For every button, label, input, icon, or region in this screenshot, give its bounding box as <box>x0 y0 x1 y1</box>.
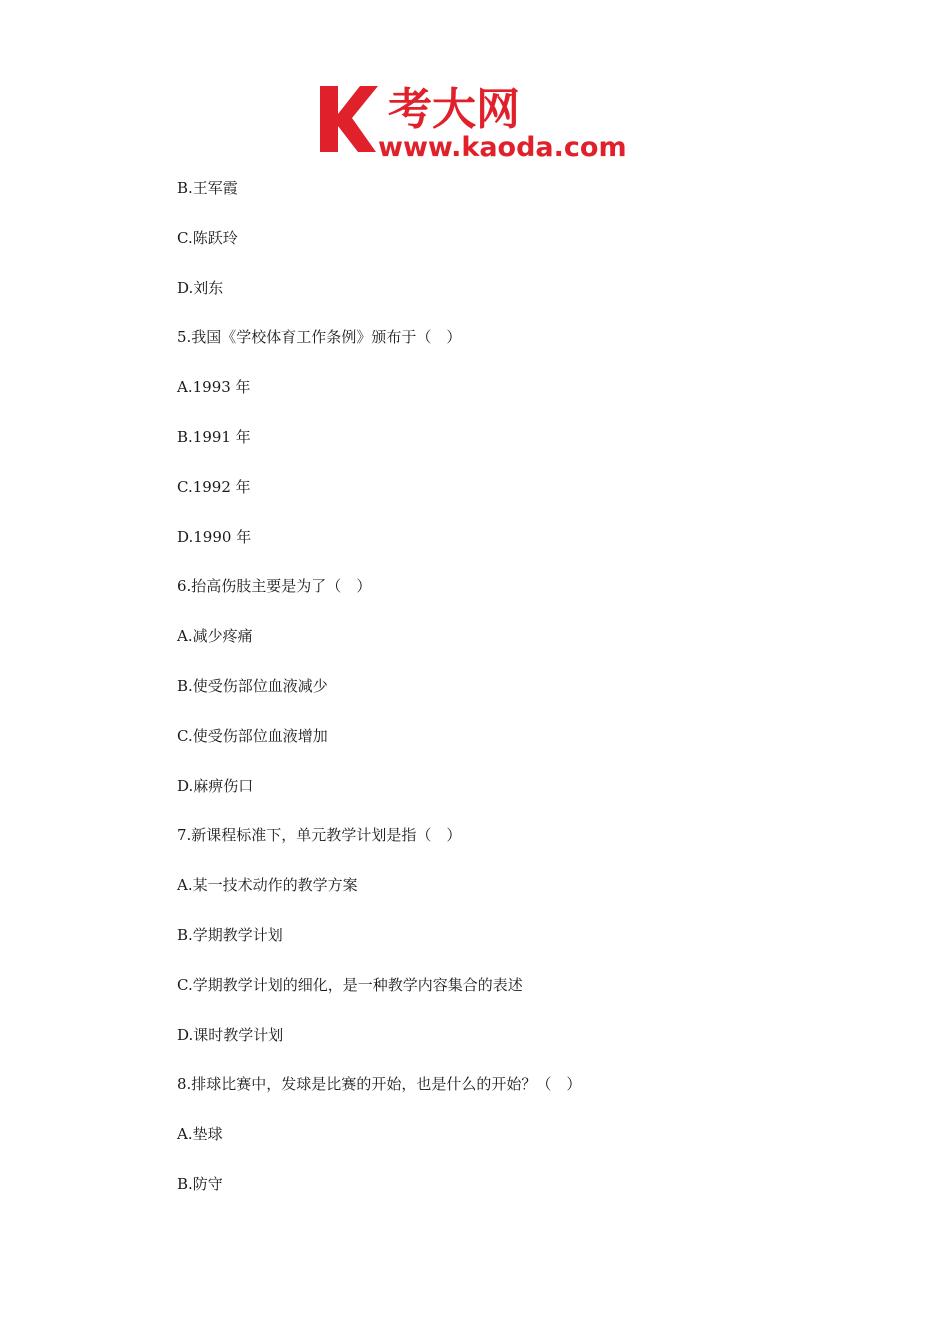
question-line: 7.新课程标准下，单元教学计划是指（ ） <box>177 826 462 845</box>
option-line: B.学期教学计划 <box>177 925 283 944</box>
option-line: A.某一技术动作的教学方案 <box>177 876 358 895</box>
logo-url-text: www.kaoda.com <box>378 132 627 160</box>
question-list <box>177 176 817 1222</box>
question-line: 5.我国《学校体育工作条例》颁布于（ ） <box>177 328 462 347</box>
option-line: C.陈跃玲 <box>177 228 238 247</box>
option-line: A.减少疼痛 <box>177 627 253 646</box>
option-line: C.学期教学计划的细化，是一种教学内容集合的表述 <box>177 975 523 994</box>
option-line: B.王军霞 <box>177 179 238 197</box>
option-line: C.1992 年 <box>177 477 251 496</box>
option-line: D.课时教学计划 <box>177 1025 284 1044</box>
option-line: B.1991 年 <box>177 427 251 446</box>
option-line: D.1990 年 <box>177 527 252 546</box>
option-line: A.垫球 <box>177 1125 223 1144</box>
kaoda-logo-icon <box>318 80 640 160</box>
option-line: C.使受伤部位血液增加 <box>177 726 328 745</box>
option-line: B.使受伤部位血液减少 <box>177 676 328 695</box>
option-line: D.麻痹伤口 <box>177 776 254 795</box>
question-line: 8.排球比赛中，发球是比赛的开始，也是什么的开始？（ ） <box>177 1075 582 1094</box>
site-logo <box>318 80 640 160</box>
logo-name-text: 考大网 <box>388 84 520 135</box>
option-line: B.防守 <box>177 1174 223 1193</box>
option-line: D.刘东 <box>177 278 224 297</box>
option-line: A.1993 年 <box>177 378 251 397</box>
question-line: 6.抬高伤肢主要是为了（ ） <box>177 577 372 596</box>
